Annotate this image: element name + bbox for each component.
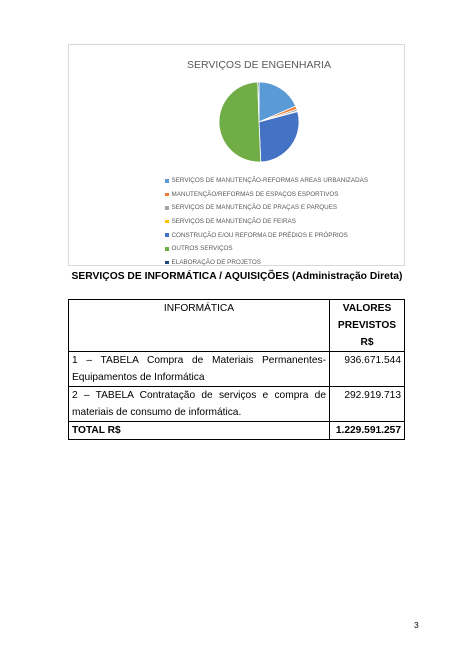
legend-item — [165, 228, 368, 242]
legend-swatch — [165, 220, 169, 224]
row-description: 1 – TABELA Compra de Materiais Permanentes-Equipamentos de Informática — [69, 352, 330, 387]
legend-item — [165, 242, 368, 256]
legend-item — [165, 215, 368, 229]
legend-label: SERVIÇOS DE MANUTENÇÃO-REFORMAS AREAS URBANIZADAS — [171, 177, 369, 185]
legend-item — [165, 174, 368, 188]
total-value: 1.229.591.257 — [330, 422, 405, 440]
column-header-informatica: INFORMÁTICA — [69, 300, 330, 352]
row-description: 2 – TABELA Contratação de serviços e compra de materiais de consumo de informática. — [69, 387, 330, 422]
column-header-valores: VALORES PREVISTOS R$ — [330, 300, 405, 352]
total-label: TOTAL R$ — [69, 422, 330, 440]
row-value: 936.671.544 — [330, 352, 405, 387]
legend-label: ELABORAÇÃO DE PROJETOS — [171, 258, 261, 266]
chart-legend — [165, 174, 368, 269]
legend-label: OUTROS SERVIÇOS — [171, 245, 233, 253]
section-title-sub: (Administração Direta) — [292, 271, 403, 282]
table-row — [69, 352, 405, 387]
legend-item — [165, 188, 368, 202]
legend-item — [165, 201, 368, 215]
pie-chart — [68, 44, 405, 266]
section-title-main: SERVIÇOS DE INFORMÁTICA / AQUISIÇÕES — [71, 271, 290, 282]
legend-swatch — [165, 233, 169, 237]
legend-label: CONSTRUÇÃO E/OU REFORMA DE PRÉDIOS E PRÓPRIOS — [171, 231, 348, 239]
section-title — [0, 271, 474, 282]
legend-swatch — [165, 179, 169, 183]
informatics-table — [68, 299, 405, 440]
row-value: 292.919.713 — [330, 387, 405, 422]
legend-swatch — [165, 193, 169, 197]
legend-label: SERVIÇOS DE MANUTENÇÃO DE FEIRAS — [171, 218, 296, 226]
legend-swatch — [165, 206, 169, 210]
legend-swatch — [165, 261, 169, 265]
pie-slices — [219, 82, 299, 162]
chart-title: SERVIÇOS DE ENGENHARIA — [187, 59, 331, 71]
pie-slice — [219, 82, 261, 162]
table-header-row — [69, 300, 405, 352]
legend-label: MANUTENÇÃO/REFORMAS DE ESPAÇOS ESPORTIVOS — [171, 190, 339, 198]
page-number: 3 — [414, 620, 419, 630]
table-total-row — [69, 422, 405, 440]
legend-item — [165, 256, 368, 270]
legend-swatch — [165, 247, 169, 251]
table-row — [69, 387, 405, 422]
legend-label: SERVIÇOS DE MANUTENÇÃO DE PRAÇAS E PARQUES — [171, 204, 338, 212]
